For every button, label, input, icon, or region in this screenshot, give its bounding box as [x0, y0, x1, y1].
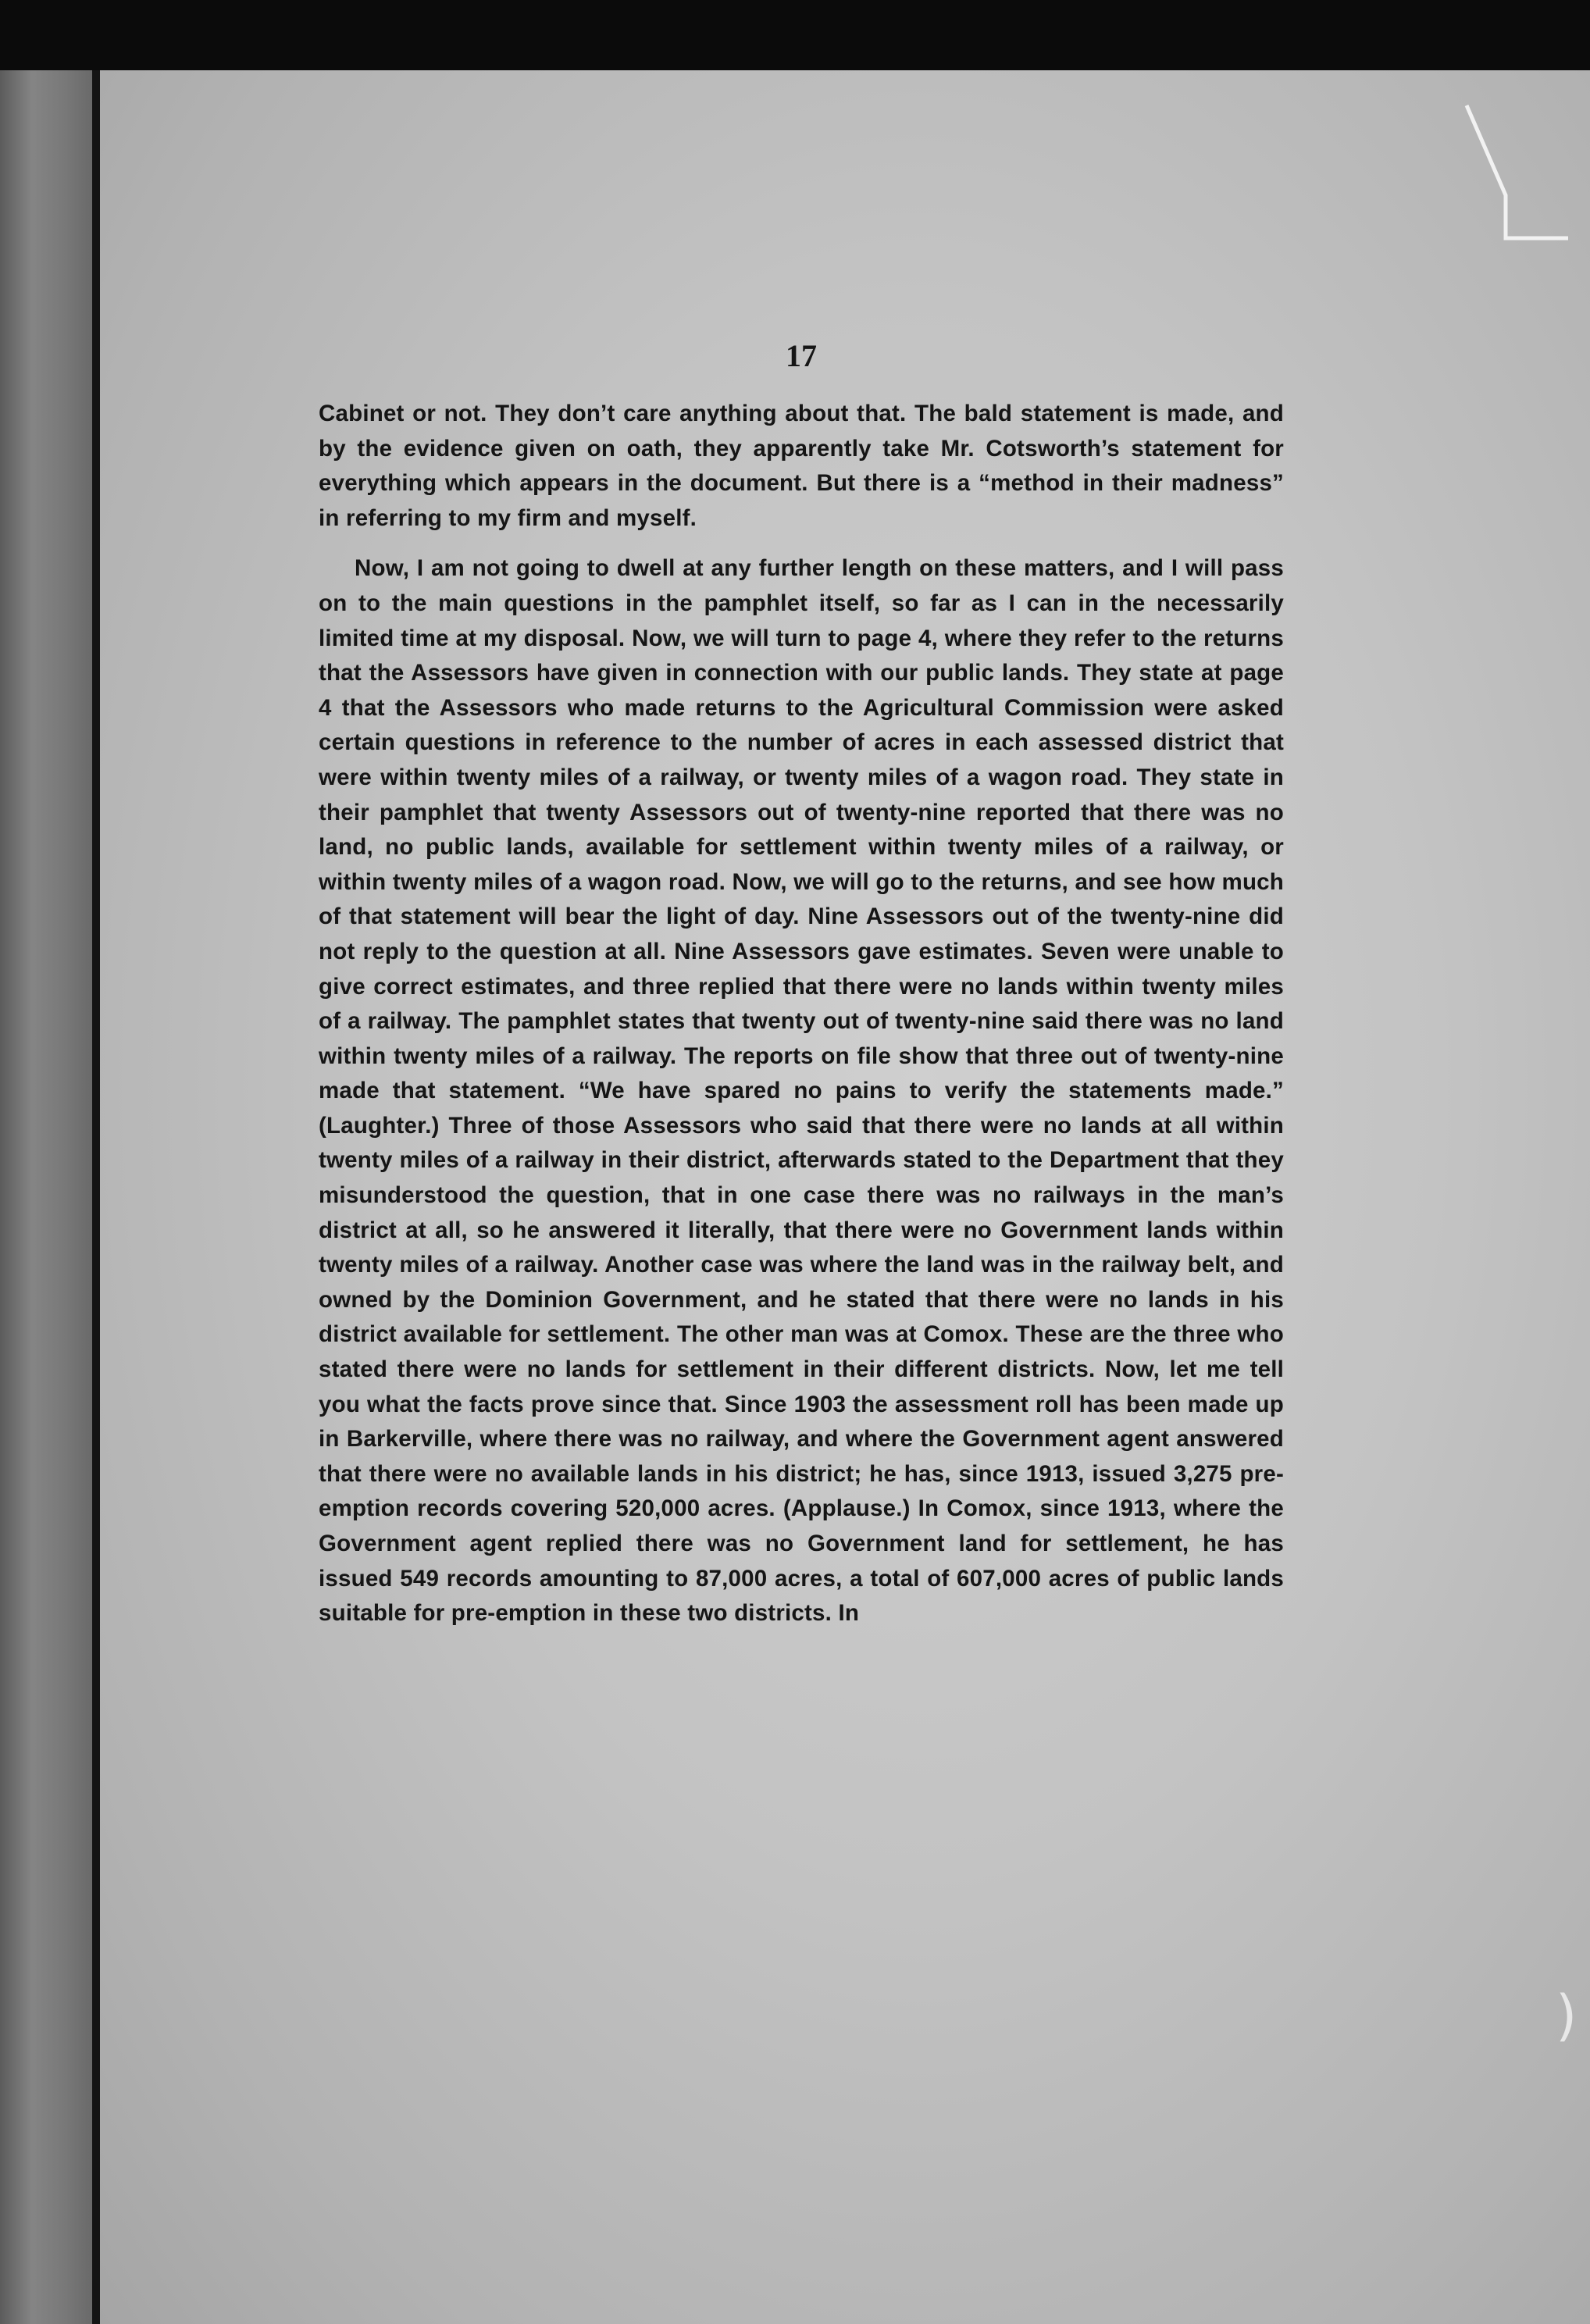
- page-number: 17: [786, 338, 817, 373]
- scan-edge-mark: ): [1556, 1984, 1578, 2048]
- body-text: [319, 397, 1284, 1631]
- previous-page-edge: [0, 70, 92, 2324]
- paragraph: Now, I am not going to dwell at any further length on these matters, and I will pass on to the main questions in the pamphlet itself, so far as I can in the necessarily limited time at my disposal. Now, we will turn to page 4, where they refer to the returns that the Assessors have given in connection with our public lands. They state at page 4 that the Assessors who made returns to the Agricultural Commission were asked certain questions in reference to the number of acres in each assessed district that were within twenty miles of a railway, or twenty miles of a wagon road. They state in their pamphlet that twenty Assessors out of twenty-nine reported that there was no land, no public lands, available for settlement within twenty miles of a railway, or within twenty miles of a wagon road. Now, we will go to the returns, and see how much of that statement will bear the light of day. Nine Assessors out of the twenty-nine did not reply to the question at all. Nine Assessors gave estimates. Seven were unable to give correct estimates, and three replied that there were no lands within twenty miles of a railway. The pamphlet states that twenty out of twenty-nine said there was no land within twenty miles of a railway. The reports on file show that three out of twenty-nine made that statement. “We have spared no pains to verify the statements made.” (Laughter.) Three of those Assessors who said that there were no lands at all within twenty miles of a railway in their district, afterwards stated to the Department that they misunderstood the question, that in one case there was no railways in the man’s district at all, so he answered it literally, that there were no Government lands within twenty miles of a railway. Another case was where the land was in the railway belt, and owned by the Dominion Government, and he stated that there were no lands in his district available for settlement. The other man was at Comox. These are the three who stated there were no lands for settlement in their different districts. Now, let me tell you what the facts prove since that. Since 1903 the assessment roll has been made up in Barkerville, where there was no railway, and where the Government agent answered that there were no available lands in his district; he has, since 1913, issued 3,275 pre-emption records covering 520,000 acres. (Applause.) In Comox, since 1913, where the Government agent replied there was no Government land for settlement, he has issued 549 records amounting to 87,000 acres, a total of 607,000 acres of public lands suitable for pre-emption in these two districts. In: [319, 555, 1284, 1627]
- paragraph: Cabinet or not. They don’t care anything about that. The bald statement is made, and by the evidence given on oath, they apparently take Mr. Cotsworth’s statement for everything which appears in the document. But there is a “method in their madness” in referring to my firm and myself.: [319, 401, 1284, 531]
- page-gutter: [92, 70, 100, 2324]
- corner-crop-mark: [1459, 102, 1576, 250]
